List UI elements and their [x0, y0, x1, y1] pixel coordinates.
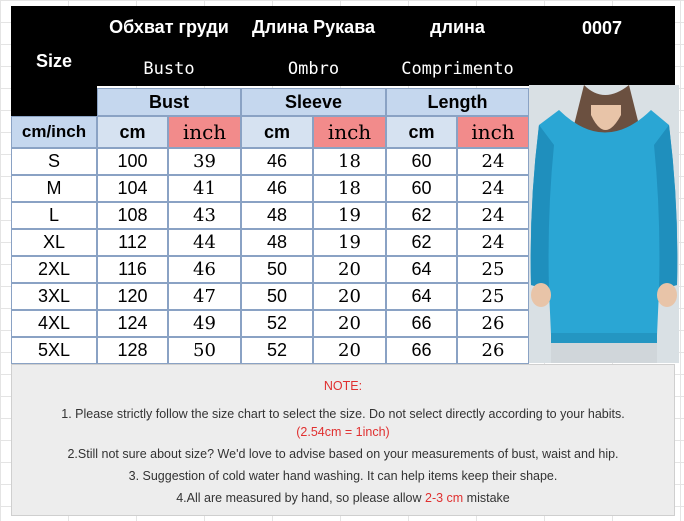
- note-line-4-red: 2-3 cm: [425, 491, 464, 505]
- cell-bust-cm-m: 104: [97, 175, 168, 202]
- cell-len-cm-s: 60: [386, 148, 457, 175]
- cell-bust-in-4xl: 49: [168, 310, 241, 337]
- unit-cm-length: cm: [386, 116, 457, 148]
- note-line-4-pre: 4.All are measured by hand, so please allow: [176, 491, 425, 505]
- note-line-3: 3. Suggestion of cold water hand washing. It can help items keep their shape.: [128, 469, 558, 483]
- cell-sleeve-in-2xl: 20: [313, 256, 386, 283]
- cell-len-in-m: 24: [457, 175, 529, 202]
- header-en-bust: Bust: [97, 88, 241, 116]
- unit-inch-bust: inch: [168, 116, 241, 148]
- cell-sleeve-cm-xl: 48: [241, 229, 313, 256]
- note-line-4: [12, 489, 674, 507]
- cell-sleeve-cm-4xl: 52: [241, 310, 313, 337]
- note-line-1-conversion: (2.54cm = 1inch): [296, 425, 390, 439]
- cell-bust-cm-l: 108: [97, 202, 168, 229]
- cell-len-cm-xl: 62: [386, 229, 457, 256]
- cell-sleeve-in-xl: 19: [313, 229, 386, 256]
- cell-len-cm-m: 60: [386, 175, 457, 202]
- cell-bust-in-s: 39: [168, 148, 241, 175]
- cell-len-cm-l: 62: [386, 202, 457, 229]
- cell-size-5xl: 5XL: [11, 337, 97, 364]
- cell-bust-cm-3xl: 120: [97, 283, 168, 310]
- cell-len-in-3xl: 25: [457, 283, 529, 310]
- note-line-2: 2.Still not sure about size? We'd love to advise based on your measurements of bust, waist and hip.: [67, 447, 619, 461]
- header-ru-bust: Обхват груди: [97, 8, 241, 46]
- header-ru-sleeve: Длина Рукава: [241, 8, 386, 46]
- cell-len-in-5xl: 26: [457, 337, 529, 364]
- cell-size-2xl: 2XL: [11, 256, 97, 283]
- header-pt-sleeve: Ombro: [241, 52, 386, 86]
- cell-bust-cm-s: 100: [97, 148, 168, 175]
- cell-len-cm-2xl: 64: [386, 256, 457, 283]
- product-code: 0007: [529, 6, 675, 85]
- cell-sleeve-in-s: 18: [313, 148, 386, 175]
- unit-cm-bust: cm: [97, 116, 168, 148]
- cell-len-in-xl: 24: [457, 229, 529, 256]
- size-header: [11, 6, 97, 116]
- unit-inch-length: inch: [457, 116, 529, 148]
- cell-bust-in-xl: 44: [168, 229, 241, 256]
- unit-label: cm/inch: [11, 116, 97, 148]
- cell-sleeve-in-m: 18: [313, 175, 386, 202]
- note-box: [11, 364, 675, 516]
- cell-bust-in-3xl: 47: [168, 283, 241, 310]
- cell-len-in-4xl: 26: [457, 310, 529, 337]
- cell-len-cm-3xl: 64: [386, 283, 457, 310]
- cell-size-s: S: [11, 148, 97, 175]
- cell-sleeve-cm-2xl: 50: [241, 256, 313, 283]
- cell-sleeve-in-5xl: 20: [313, 337, 386, 364]
- cell-size-l: L: [11, 202, 97, 229]
- cell-size-xl: XL: [11, 229, 97, 256]
- unit-cm-sleeve: cm: [241, 116, 313, 148]
- cell-bust-cm-5xl: 128: [97, 337, 168, 364]
- note-line-1: 1. Please strictly follow the size chart to select the size. Do not select directly according to your habits.: [61, 407, 625, 421]
- cell-bust-in-2xl: 46: [168, 256, 241, 283]
- cell-sleeve-in-3xl: 20: [313, 283, 386, 310]
- cell-size-m: M: [11, 175, 97, 202]
- cell-sleeve-cm-3xl: 50: [241, 283, 313, 310]
- cell-bust-in-5xl: 50: [168, 337, 241, 364]
- cell-sleeve-cm-m: 46: [241, 175, 313, 202]
- cell-bust-in-l: 43: [168, 202, 241, 229]
- cell-size-4xl: 4XL: [11, 310, 97, 337]
- size-label: Size: [35, 50, 73, 71]
- cell-len-in-s: 24: [457, 148, 529, 175]
- header-ru-length: длина: [386, 8, 529, 46]
- cell-sleeve-in-l: 19: [313, 202, 386, 229]
- blue-sweater-icon: [529, 85, 679, 363]
- unit-inch-sleeve: inch: [313, 116, 386, 148]
- cell-sleeve-in-4xl: 20: [313, 310, 386, 337]
- cell-bust-cm-2xl: 116: [97, 256, 168, 283]
- cell-size-3xl: 3XL: [11, 283, 97, 310]
- cell-bust-cm-xl: 112: [97, 229, 168, 256]
- cell-sleeve-cm-s: 46: [241, 148, 313, 175]
- note-title: NOTE:: [323, 379, 363, 393]
- header-en-length: Length: [386, 88, 529, 116]
- cell-len-cm-4xl: 66: [386, 310, 457, 337]
- cell-sleeve-cm-5xl: 52: [241, 337, 313, 364]
- cell-bust-cm-4xl: 124: [97, 310, 168, 337]
- header-pt-bust: Busto: [97, 52, 241, 86]
- header-en-sleeve: Sleeve: [241, 88, 386, 116]
- header-pt-length: Comprimento: [386, 52, 529, 86]
- cell-len-cm-5xl: 66: [386, 337, 457, 364]
- cell-len-in-2xl: 25: [457, 256, 529, 283]
- cell-sleeve-cm-l: 48: [241, 202, 313, 229]
- note-line-4-post: mistake: [463, 491, 510, 505]
- product-photo: [529, 85, 679, 363]
- cell-bust-in-m: 41: [168, 175, 241, 202]
- cell-len-in-l: 24: [457, 202, 529, 229]
